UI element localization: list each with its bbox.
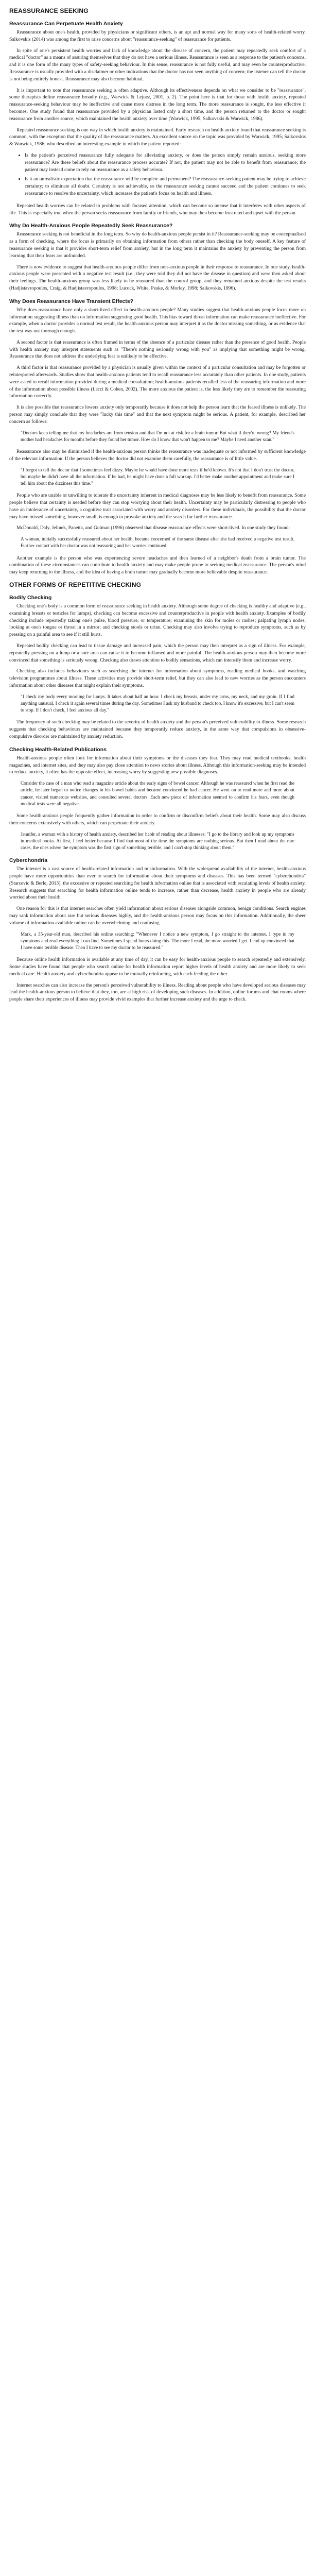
paragraph: McDonald, Daly, Jelinek, Panetta, and Gutman (1996) observed that disease reassurance effects were short-lived. In one study they found: — [16, 525, 290, 531]
section-heading: OTHER FORMS OF REPETITIVE CHECKING — [9, 581, 142, 589]
paragraph: A second factor is that reassurance is often framed in terms of the absence of a particular disease rather than the presence of good health. People with health anxiety may interpret statements such as "There's nothing seriously wrong with you" as implying that something might be wrong. Reassurance that does not address the underlying fear is unlikely to be effective. — [9, 339, 306, 360]
paragraph: In spite of one's persistent health worries and lack of knowledge about the disease of concern, the patient may repeatedly seek comfort of a medical "doctor" as a means of assuring themselves that they do not have a serious illness. Reassurance is seen as a response to the patient's concerns, and it is one form of the many types of safety-seeking behaviour. In this sense, reassurance is not fully useful, and may even be counterproductive. Reassurance is usually provided with a disclaimer or other indications that the doctor has not seen anything of concern; the listener can tell the doctor is not being entirely honest. Reassurance may also become habitual. — [9, 47, 306, 82]
paragraph: Repeated reassurance seeking is one way in which health anxiety is maintained. Early research on health anxiety found that reassurance seeking is common, with the exception that the quality of the reassurance matters. An excellent source on the topic was provided by Warwick, 1995; Salkovskis & Warwick, 1986, who described an interesting example in which the patient reported: — [9, 127, 306, 147]
paragraph: Internet searches can also increase the person's perceived vulnerability to illness. Reading about people who have developed serious diseases may lead the health-anxious person to believe that they, too, are at high risk of developing such diseases. In addition, online forums and chat rooms where people share their experiences of illness may provide vivid examples that further increase anxiety and the urge to check. — [9, 982, 306, 1003]
paragraph: Reassurance seeking is not beneficial in the long term. So why do health-anxious people persist in it? Reassurance-seeking may be conceptualised as a form of checking, where the focus is primarily on obtaining information from others rather than checking the body oneself. A key feature of reassurance seeking is that it provides short-term relief from anxiety, but in the long term it maintains the anxiety by preventing the person from learning that their fears are unfounded. — [9, 231, 306, 259]
paragraph: Because online health information is available at any time of day, it can be easy for health-anxious people to search repeatedly and extensively. Some studies have found that people who search online for health information report higher levels of health anxiety and are more likely to seek medical care. Health anxiety and cyberchondria appear to be mutually reinforcing, with each feeding the other. — [9, 957, 306, 977]
paragraph: Checking one's body is a common form of reassurance seeking in health anxiety. Although some degree of checking is healthy and adaptive (e.g., examining breasts or testicles for lumps), checking can become excessive and counterproductive in people with health anxiety. Examples of bodily checking include repeatedly taking one's pulse, blood pressure, or temperature; examining the skin for moles or rashes; palpating lymph nodes; looking at one's tongue or throat in a mirror; and checking stools or urine. Checking may also involve trying to reproduce symptoms, such as by pressing on a painful area to see if it still hurts. — [9, 603, 306, 638]
paragraph: Reassurance also may be diminished if the health-anxious person thinks the reassurance was inadequate or not informed by sufficient knowledge of the relevant information. If the person believes the doctor did not examine them carefully, the reassurance is of little value. — [9, 449, 306, 462]
paragraph: Health-anxious people often look for information about their symptoms or the diseases they fear. They may read medical textbooks, health magazines, and internet sites, and they may also pay close attention to news stories about illness. Although this information-seeking may be intended to reduce anxiety, it often has the opposite effect, increasing worry by suggesting new possible diagnoses. — [9, 755, 306, 775]
paragraph: Repeated health worries can be related to problems with focused attention, which can become so intense that it interferes with other aspects of life. This is especially true when the person seeks reassurance from family or friends, who may then become frustrated and upset with the person. — [9, 202, 306, 216]
list-item: • Is it an unrealistic expectation that the reassurance will be complete and permanent? The reassurance-seeking patient may be trying to achieve certainty; to eliminate all doubt. Certainty is not achievable, so the reassurance seeking cannot succeed and the patient continues to seek reassurance to resolve the uncertainty, which increases the patient's focus on health and illness. — [25, 176, 306, 197]
paragraph: One reason for this is that internet searches often yield information about serious diseases alongside common, benign conditions. Search engines may rank information about rare but serious diseases highly, and the health-anxious person may focus on this information. Additionally, the sheer volume of information available online can be overwhelming and confusing. — [9, 906, 306, 926]
block-quote: "I check my body every morning for lumps. It takes about half an hour. I check my breasts, under my arms, my neck, and my groin. If I find anything unusual, I check it again several times during the day. Sometimes I ask my husband to check too. I know it's excessive, but I can't seem to stop. If I don't check, I feel anxious all day." — [21, 693, 294, 713]
paragraph: The internet is a vast source of health-related information and misinformation. With the widespread availability of the internet, health-anxious people have more opportunities than ever to search for information about their symptoms and diseases. This has been termed "cyberchondria" (Starcevic & Berle, 2013), the excessive or repeated searching for health information online that is associated with escalating levels of health anxiety. Research suggests that searching for health information online tends to increase, rather than decrease, health anxiety in people who are already worried about their health. — [9, 866, 306, 901]
paragraph: It is important to note that reassurance seeking is often adaptive. Although its effectiveness depends on what we consider to be "reassurance", some therapists define reassurance broadly (e.g., Warwick & Lejuez, 2001, p. 2). The point here is that for those with health anxiety, repeated reassurance-seeking behaviour may be ineffective and cause more distress in the long term. The more reassurance is sought, the less effective it becomes. One study found that reassurance provided by a physician lasted only a short time, and the person returned to the doctor or sought reassurance from another source, which maintained the health anxiety over time (Warwick, 1995; Salkovskis & Warwick, 1986). — [9, 87, 306, 122]
paragraph: Reassurance about one's health, provided by physicians or significant others, is an apt and normal way for many sorts of health-related worry. Salkovskis (2014) was among the first to raise concerns about "reassurance-seeking" of reassurance for patients. — [9, 29, 306, 42]
paragraph: The frequency of such checking may be related to the severity of health anxiety and the person's perceived vulnerability to illness. Some research suggests that checking behaviours are maintained because they temporarily reduce anxiety, in the same way that compulsions in obsessive-compulsive disorder are maintained by anxiety reduction. — [9, 719, 306, 740]
block-quote: Jennifer, a woman with a history of health anxiety, described her habit of reading about illnesses: "I go to the library and look up my symptoms in medical books. At first, I feel better because I find that most of the time the symptoms are nothing serious. But then I read about the rare cases, the ones where the symptom was the first sign of something terrible, and I can't stop thinking about them." — [21, 831, 294, 851]
block-quote: A woman, initially successfully reassured about her health, became concerned of the same disease after she had received a negative test result. Further contact with her doctor was not reassuring and her worries continued. — [21, 536, 294, 549]
subsection-heading: Why Do Health-Anxious People Repeatedly Seek Reassurance? — [9, 223, 173, 229]
block-quote: "Doctors keep telling me that my headaches are from tension and that I'm not at risk for a brain tumor. But what if they're wrong? My friend's mother had headaches for months before they found her tumor. How do I know that won't happen to me? Maybe I need another scan." — [21, 430, 294, 442]
subsection-heading: Checking Health-Related Publications — [9, 746, 107, 753]
block-quote: Consider the case of a man who read a magazine article about the early signs of bowel cancer. Although he was reassured when he first read the article, he later began to notice changes in his bowel habits and became convinced he had cancer. He went on to read more and more about cancer, visited numerous websites, and consulted several doctors. Each new piece of information seemed to confirm his fears, even though medical tests were all negative. — [21, 781, 294, 806]
subsection-heading: Why Does Reassurance Have Transient Effects? — [9, 298, 134, 304]
document-page — [0, 0, 315, 1003]
block-quote: "I forgot to tell the doctor that I sometimes feel dizzy. Maybe he would have done more tests if he'd known. It's not that I don't trust the doctor, but maybe he didn't have all the information. If he had, he might have done a full workup. I'd better make another appointment and make sure I tell him about the dizziness this time." — [21, 467, 294, 486]
subsection-heading: Bodily Checking — [9, 595, 52, 601]
paragraph: It is also possible that reassurance lowers anxiety only temporarily because it does not help the person learn that the feared illness is unlikely. The person may simply conclude that they were "lucky this time" and that the next symptom might be serious. A patient, for example, described her concern as follows: — [9, 404, 306, 425]
subsection-heading: Cyberchondria — [9, 857, 48, 864]
subsection-heading: Reassurance Can Perpetuate Health Anxiety — [9, 21, 123, 27]
paragraph: Why does reassurance have only a short-lived effect in health-anxious people? Many studies suggest that health-anxious people focus more on information suggesting illness than on information suggesting good health. This bias toward threat information can make reassurance ineffective. For example, when a doctor provides a normal test result, the health-anxious person may interpret it as the doctor missing something, or as evidence that the test was not thorough enough. — [9, 307, 306, 334]
paragraph: Some health-anxious people frequently gather information in order to confirm or disconfirm beliefs about their health. Some may also discuss their concerns extensively with others, which can perpetuate their anxiety. — [9, 813, 306, 826]
section-heading: REASSURANCE SEEKING — [9, 7, 89, 14]
paragraph: People who are unable or unwilling to tolerate the uncertainty inherent in medical diagnoses may be less likely to benefit from reassurance. Some people believe that certainty is needed before they can stop worrying about their health. Uncertainty may be particularly distressing to people who have an intolerance of uncertainty, a cognitive trait associated with worry and anxiety disorders. For these individuals, the possibility that the doctor may have missed something, however small, is enough to provoke anxiety and the search for further reassurance. — [9, 493, 306, 520]
paragraph: Checking also includes behaviours such as searching the internet for information about symptoms, reading medical books, and watching television programmes about illness. These activities may provide short-term relief, but they can also lead to new worries as the person encounters information about other diseases that might explain their symptoms. — [9, 668, 306, 689]
paragraph: There is now evidence to suggest that health-anxious people differ from non-anxious people in their response to reassurance. In one study, health-anxious people were presented with a negative test result (i.e., they were told they did not have the disease in question) and were then asked about their feelings. The health-anxious group was less likely to be reassured than the control group, and they remained anxious despite the test results (Hadjistavropoulos, Craig, & Hadjistavropoulos, 1998; Lucock, White, Peake, & Morley, 1998; Salkovskis, 1996). — [9, 264, 306, 291]
paragraph: Another example is the person who was experiencing severe headaches and then learned of a neighbor's death from a brain tumor. The combination of these circumstances can contribute to health anxiety and may make people prone to seeking medical reassurance. The person's mind may keep returning to the illness, and the idea of having a brain tumor may gradually become more believable despite reassurance. — [9, 555, 306, 575]
bullet-list — [16, 152, 306, 197]
paragraph: A third factor is that reassurance provided by a physician is usually given within the context of a particular consultation and may be forgotten or reinterpreted afterwards. Studies show that health-anxious patients tend to recall reassurance less accurately than other patients. In one study, patients were asked to recall information provided during a medical consultation; health-anxious patients recalled less of the reassuring information and more of the information about possible illness (Lecci & Cohen, 2002). The more anxious the patient is, the less likely they are to remember the reassuring information correctly. — [9, 365, 306, 399]
block-quote: Mark, a 35-year-old man, described his online searching: "Whenever I notice a new symptom, I go straight to the internet. I type in my symptoms and read everything I can find. Sometimes I spend hours doing this. The more I read, the more worried I get. I end up convinced that I have some terrible disease. Then I have to see my doctor to be reassured." — [21, 931, 294, 950]
paragraph: Repeated bodily checking can lead to tissue damage and increased pain, which the person may then interpret as a sign of illness. For example, repeatedly pressing on a lump or a sore area can cause it to become inflamed and more painful. The health-anxious person may then become more convinced that something is seriously wrong. Checking also draws attention to bodily sensations, which can intensify them and increase worry. — [9, 643, 306, 663]
list-item: • Is the patient's perceived reassurance fully adequate for alleviating anxiety, or does the person simply remain anxious, seeking more reassurance? Are these beliefs about the reassurance process accurate? If not, the patient may not be able to benefit from reassurance; the patient may instead come to rely on reassurance as a safety behaviour. — [25, 152, 306, 173]
